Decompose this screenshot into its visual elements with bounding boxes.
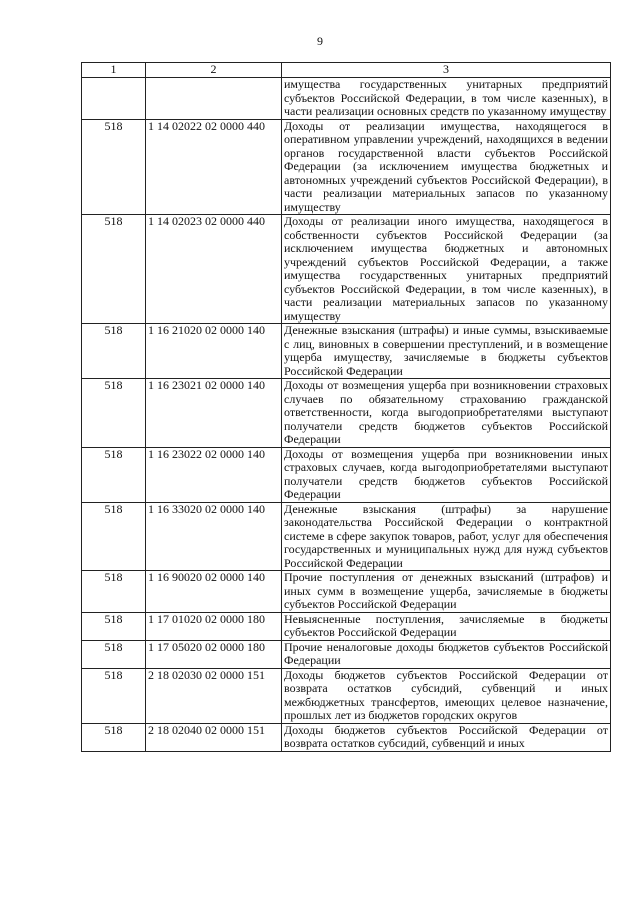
- budget-code-cell: 1 16 23022 02 0000 140: [146, 447, 282, 502]
- column-header-admin: 1: [82, 63, 146, 78]
- table-row: [82, 723, 611, 751]
- budget-code-cell: [146, 78, 282, 120]
- admin-code-cell: 518: [82, 571, 146, 613]
- admin-code-cell: 518: [82, 215, 146, 324]
- admin-code-cell: 518: [82, 119, 146, 215]
- table-row: [82, 612, 611, 640]
- budget-code-cell: 2 18 02040 02 0000 151: [146, 723, 282, 751]
- column-header-description: 3: [282, 63, 611, 78]
- description-cell: Денежные взыскания (штрафы) и иные суммы, взыскиваемые с лиц, виновных в совершении преступлений, и в возмещение ущерба имуществу, зачисляемые в бюджеты субъектов Российской Федерации: [282, 324, 611, 379]
- admin-code-cell: 518: [82, 723, 146, 751]
- admin-code-cell: 518: [82, 612, 146, 640]
- description-cell: Доходы от реализации иного имущества, находящегося в собственности субъектов Российской Федерации (за исключением имущества бюджетных и автономных учреждений субъектов Российской Федерации, а также имущества государственных унитарных предприятий субъектов Российской Федерации, в том числе казенных), в части реализации материальных запасов по указанному имуществу: [282, 215, 611, 324]
- description-cell: Прочие неналоговые доходы бюджетов субъектов Российской Федерации: [282, 640, 611, 668]
- page-number: 9: [317, 34, 323, 48]
- description-cell: Денежные взыскания (штрафы) за нарушение законодательства Российской Федерации о контрактной системе в сфере закупок товаров, работ, услуг для обеспечения государственных и муниципальных нужд для нужд субъектов Российской Федерации: [282, 502, 611, 571]
- description-cell: Невыясненные поступления, зачисляемые в бюджеты субъектов Российской Федерации: [282, 612, 611, 640]
- table-row: [82, 502, 611, 571]
- budget-code-cell: 1 14 02022 02 0000 440: [146, 119, 282, 215]
- table-row: [82, 324, 611, 379]
- table-row: [82, 119, 611, 215]
- admin-code-cell: 518: [82, 668, 146, 723]
- budget-code-cell: 1 17 01020 02 0000 180: [146, 612, 282, 640]
- description-cell: Доходы от возмещения ущерба при возникновении иных страховых случаев, когда выгодоприобретателями выступают получатели средств бюджетов субъектов Российской Федерации: [282, 447, 611, 502]
- admin-code-cell: 518: [82, 324, 146, 379]
- table-row: [82, 379, 611, 448]
- table-row: [82, 571, 611, 613]
- description-cell: имущества государственных унитарных предприятий субъектов Российской Федерации, в том числе казенных), в части реализации основных средств по указанному имуществу: [282, 78, 611, 120]
- table-header-row: [82, 63, 611, 78]
- budget-code-cell: 1 16 23021 02 0000 140: [146, 379, 282, 448]
- column-header-code: 2: [146, 63, 282, 78]
- admin-code-cell: 518: [82, 502, 146, 571]
- budget-code-cell: 1 16 90020 02 0000 140: [146, 571, 282, 613]
- table-row: [82, 78, 611, 120]
- budget-code-cell: 1 14 02023 02 0000 440: [146, 215, 282, 324]
- admin-code-cell: [82, 78, 146, 120]
- admin-code-cell: 518: [82, 379, 146, 448]
- budget-code-cell: 1 16 33020 02 0000 140: [146, 502, 282, 571]
- budget-code-cell: 1 17 05020 02 0000 180: [146, 640, 282, 668]
- budget-code-cell: 2 18 02030 02 0000 151: [146, 668, 282, 723]
- admin-code-cell: 518: [82, 447, 146, 502]
- description-cell: Прочие поступления от денежных взысканий (штрафов) и иных сумм в возмещение ущерба, зачисляемые в бюджеты субъектов Российской Федерации: [282, 571, 611, 613]
- table-row: [82, 215, 611, 324]
- table-row: [82, 640, 611, 668]
- revenue-codes-table: [81, 62, 611, 752]
- description-cell: Доходы от возмещения ущерба при возникновении страховых случаев по обязательному страхованию гражданской ответственности, когда выгодоприобретателями выступают получатели средств бюджетов субъектов Российской Федерации: [282, 379, 611, 448]
- admin-code-cell: 518: [82, 640, 146, 668]
- table-row: [82, 447, 611, 502]
- description-cell: Доходы бюджетов субъектов Российской Федерации от возврата остатков субсидий, субвенций и иных: [282, 723, 611, 751]
- table-row: [82, 668, 611, 723]
- description-cell: Доходы от реализации имущества, находящегося в оперативном управлении учреждений, находящихся в ведении органов государственной власти субъектов Российской Федерации (за исключением имущества бюджетных и автономных учреждений субъектов Российской Федерации), в части реализации материальных запасов по указанному имуществу: [282, 119, 611, 215]
- description-cell: Доходы бюджетов субъектов Российской Федерации от возврата остатков субсидий, субвенций и иных межбюджетных трансфертов, имеющих целевое назначение, прошлых лет из бюджетов городских округов: [282, 668, 611, 723]
- budget-code-cell: 1 16 21020 02 0000 140: [146, 324, 282, 379]
